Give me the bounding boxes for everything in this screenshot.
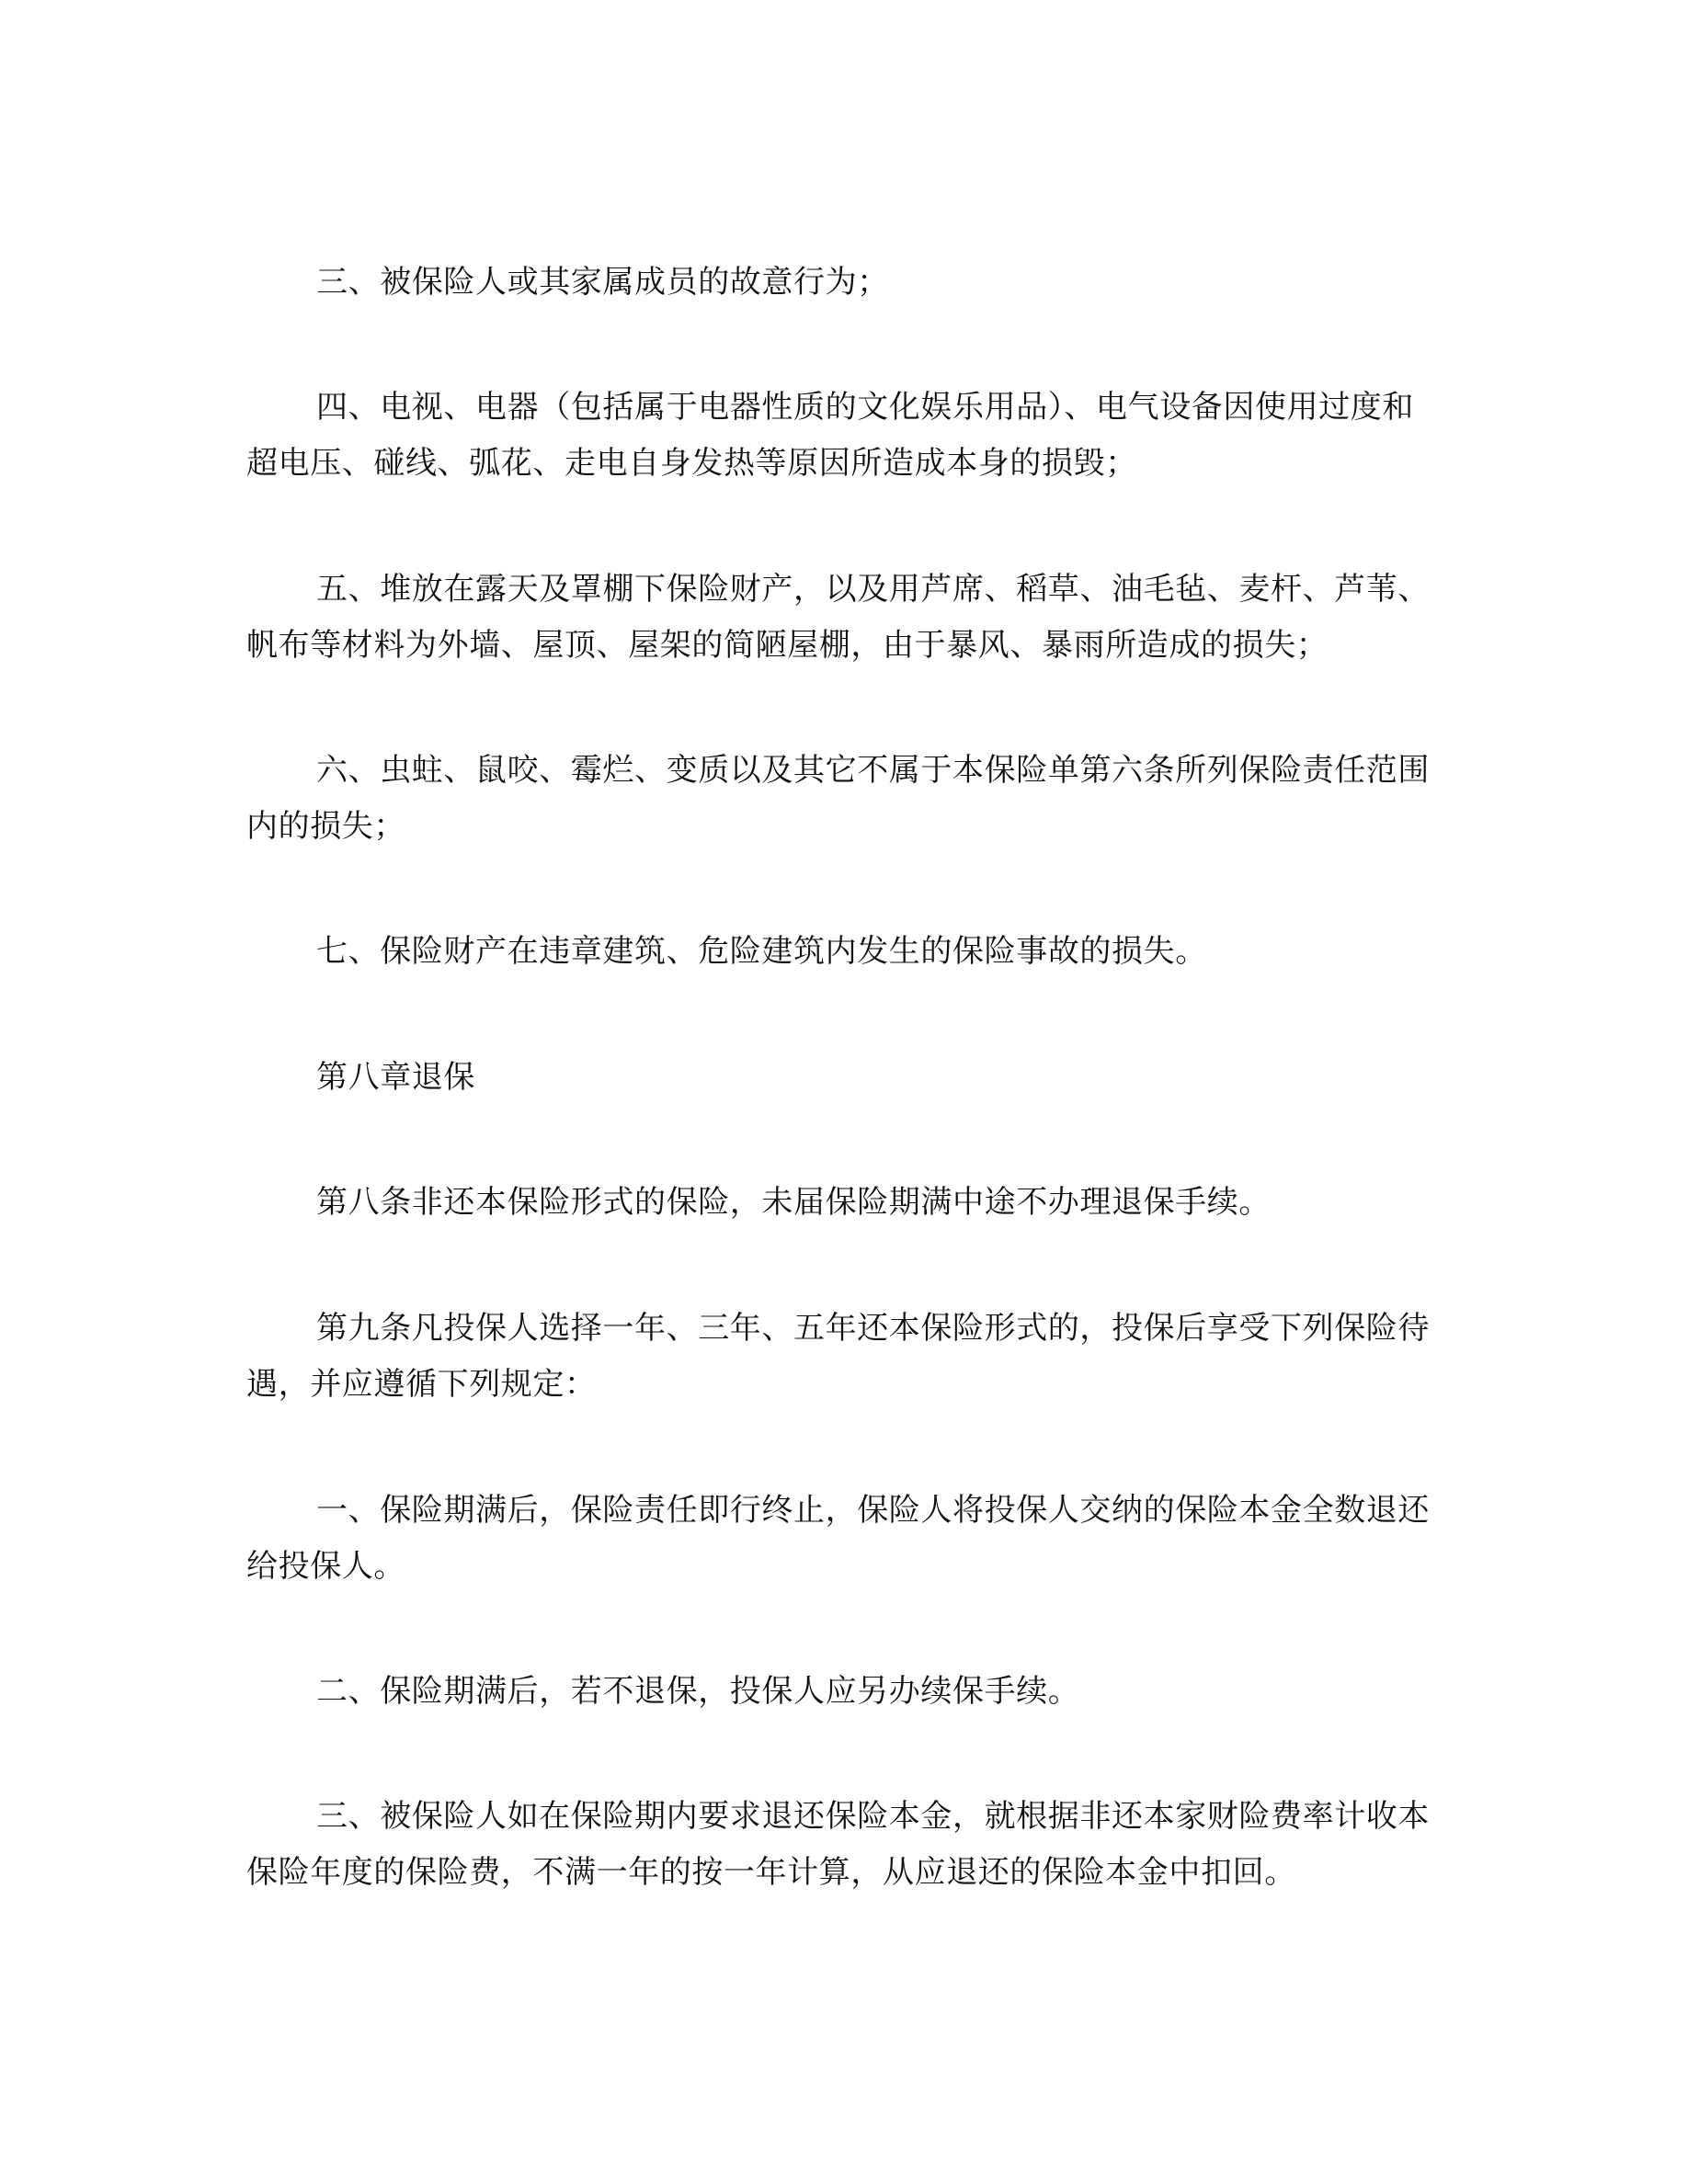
paragraph-article-8: 第八条非还本保险形式的保险，未届保险期满中途不办理退保手续。 <box>316 1184 1271 1221</box>
paragraph-article-9: 第九条凡投保人选择一年、三年、五年还本保险形式的，投保后享受下列保险待遇，并应遵循下列规定： <box>246 1310 1430 1403</box>
paragraph-exclusion-5: 五、堆放在露天及罩棚下保险财产，以及用芦席、稻草、油毛毡、麦杆、芦苇、帆布等材料为外墙、屋顶、屋架的简陋屋棚，由于暴风、暴雨所造成的损失； <box>246 571 1430 664</box>
paragraph-exclusion-3: 三、被保险人或其家属成员的故意行为； <box>316 264 889 301</box>
paragraph-rule-2: 二、保险期满后，若不退保，投保人应另办续保手续。 <box>316 1673 1080 1710</box>
paragraph-exclusion-7: 七、保险财产在违章建筑、危险建筑内发生的保险事故的损失。 <box>316 933 1207 970</box>
chapter-heading: 第八章退保 <box>316 1059 475 1096</box>
paragraph-rule-3: 三、被保险人如在保险期内要求退还保险本金，就根据非还本家财险费率计收本保险年度的保险费，不满一年的按一年计算，从应退还的保险本金中扣回。 <box>246 1798 1430 1891</box>
paragraph-exclusion-6: 六、虫蛀、鼠咬、霉烂、变质以及其它不属于本保险单第六条所列保险责任范围内的损失； <box>246 752 1430 845</box>
paragraph-rule-1: 一、保险期满后，保险责任即行终止，保险人将投保人交纳的保险本金全数退还给投保人。 <box>246 1492 1430 1585</box>
paragraph-exclusion-4: 四、电视、电器（包括属于电器性质的文化娱乐用品）、电气设备因使用过度和超电压、碰线、弧花、走电自身发热等原因所造成本身的损毁； <box>246 389 1414 482</box>
